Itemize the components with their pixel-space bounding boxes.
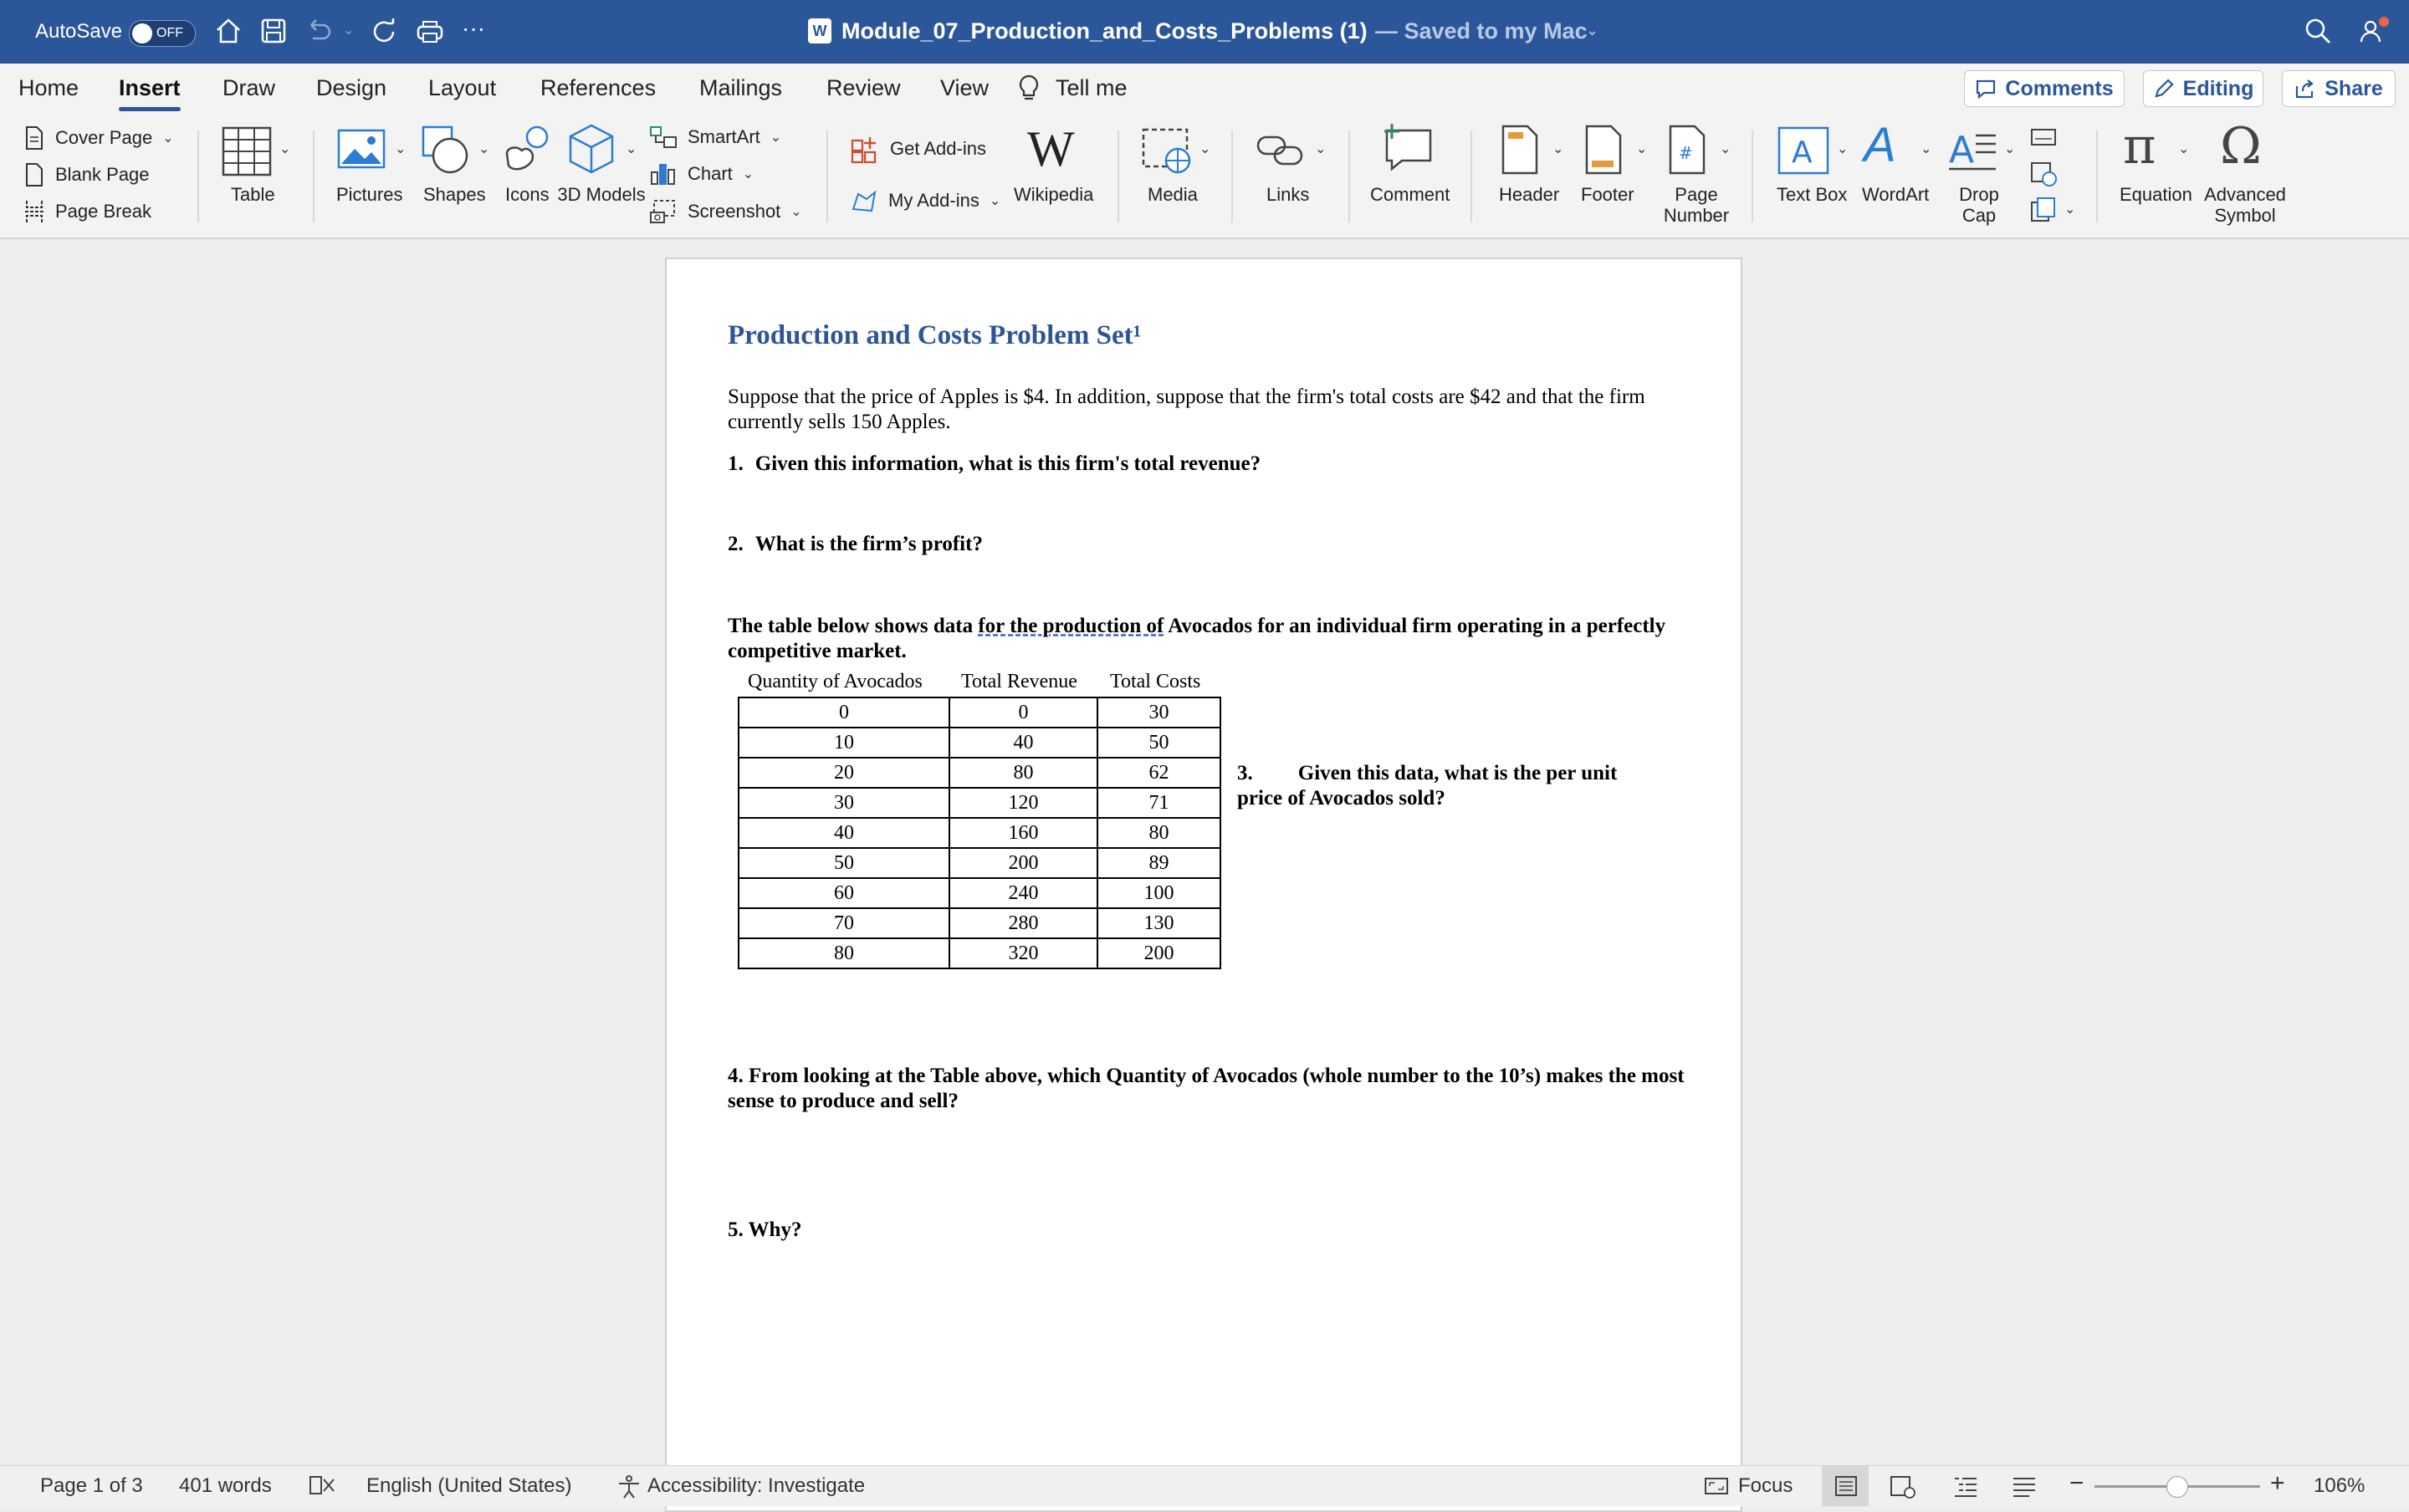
advanced-symbol-label: Advanced Symbol — [2204, 184, 2286, 226]
table-row — [739, 848, 1220, 878]
object-icon[interactable] — [2029, 196, 2058, 224]
question-3 — [1237, 761, 1655, 811]
smartart-icon — [649, 125, 678, 149]
language-status[interactable]: English (United States) — [366, 1474, 572, 1497]
table-cell[interactable]: 240 — [949, 878, 1097, 908]
question-3-number: 3. — [1237, 762, 1253, 784]
header-total-costs: Total Costs — [1110, 671, 1201, 692]
footer-label: Footer — [1581, 184, 1634, 205]
focus-icon — [1703, 1476, 1730, 1496]
my-addins-button[interactable]: My Add-ins ⌄ — [850, 187, 1000, 214]
table-cell[interactable]: 30 — [1097, 697, 1220, 728]
chart-label: Chart — [688, 163, 733, 184]
table-cell[interactable]: 0 — [949, 697, 1097, 728]
save-status[interactable]: — Saved to my Mac — [1375, 18, 1588, 43]
pencil-icon — [2153, 78, 2175, 100]
drop-cap-icon[interactable] — [1947, 125, 1997, 174]
chart-button[interactable]: Chart ⌄ — [649, 162, 754, 186]
table-cell[interactable]: 70 — [739, 908, 949, 938]
table-row — [739, 728, 1220, 758]
tab-tell-me[interactable]: Tell me — [1056, 75, 1128, 100]
table-row — [739, 878, 1220, 908]
pictures-label: Pictures — [336, 184, 403, 205]
insert-ribbon: Cover Page ⌄ Blank Page Page Break ⌄ Table ⌄ Pictures ⌄ Shapes Icons ⌄ 3D Models SmartArt ⌄ Chart ⌄ Screenshot ⌄ Get Add-ins My Add-ins ⌄ W Wikipedia ⌄ Media ⌄ Links Comment ⌄ Header ⌄ Footer # ⌄ Page Number A ⌄ Text Box A ⌄ WordArt A ⌄ Drop Cap ⌄ π ⌄ Equation Ω Advanced Symbol — [0, 114, 2409, 239]
omega-symbol-icon[interactable]: Ω — [2220, 117, 2262, 176]
outline-view-icon[interactable] — [1952, 1474, 1979, 1498]
cover-page-icon — [23, 125, 45, 151]
more-icon[interactable]: ··· — [462, 15, 485, 41]
table-cell[interactable]: 50 — [739, 848, 949, 878]
title-bar — [0, 0, 2409, 64]
save-icon[interactable] — [259, 17, 288, 45]
signature-line-icon[interactable] — [2029, 125, 2058, 149]
page-count[interactable]: Page 1 of 3 — [40, 1474, 143, 1497]
share-label: Share — [2325, 76, 2383, 100]
table-cell[interactable]: 10 — [739, 728, 949, 758]
save-status-chevron-icon[interactable]: ⌄ — [1586, 22, 1599, 38]
grammar-flag[interactable]: for the production of — [978, 615, 1164, 637]
page-break-icon — [23, 199, 45, 224]
question-4: 4. From looking at the Table above, which Quantity of Avocados (whole number to the 10’s) makes the most sense to produce and sell? — [728, 1065, 1685, 1112]
tab-review[interactable]: Review — [826, 75, 901, 100]
header-label: Header — [1499, 184, 1560, 205]
tab-design[interactable]: Design — [316, 75, 387, 100]
home-icon[interactable] — [214, 17, 243, 45]
tab-layout[interactable]: Layout — [428, 75, 497, 100]
link-icon[interactable] — [1255, 129, 1307, 172]
screenshot-icon — [649, 199, 678, 224]
table-cell[interactable]: 200 — [1097, 938, 1220, 968]
document-page[interactable] — [665, 258, 1742, 1512]
screenshot-label: Screenshot — [688, 201, 781, 222]
icons-icon[interactable] — [502, 124, 554, 176]
intro-paragraph: Suppose that the price of Apples is $4. In addition, suppose that the firm's total costs are $42 and that the firm currently sells 150 Apples. — [728, 386, 1645, 433]
editing-button[interactable] — [2143, 70, 2263, 107]
page-number-label: Page Number — [1663, 184, 1730, 226]
table-cell[interactable]: 30 — [739, 788, 949, 818]
svg-text:A: A — [1792, 135, 1813, 170]
equation-label: Equation — [2120, 184, 2192, 205]
question-1 — [728, 452, 1261, 477]
table-cell[interactable]: 50 — [1097, 728, 1220, 758]
table-cell[interactable]: 80 — [739, 938, 949, 968]
autosave-label: AutoSave — [35, 20, 123, 43]
get-addins-label: Get Add-ins — [890, 138, 986, 159]
tab-view[interactable]: View — [940, 75, 990, 100]
print-layout-icon — [1834, 1474, 1859, 1498]
print-layout-view-button[interactable] — [1822, 1466, 1869, 1506]
focus-button[interactable]: Focus — [1738, 1474, 1793, 1497]
word-doc-icon: W — [808, 18, 831, 43]
text-box-label: Text Box — [1777, 184, 1848, 205]
undo-chevron-icon[interactable]: ⌄ — [343, 23, 355, 38]
equation-icon[interactable]: π — [2123, 117, 2156, 176]
document-title: Module_07_Production_and_Costs_Problems (1) — [841, 18, 1368, 43]
table-cell[interactable]: 0 — [739, 697, 949, 728]
footer-icon[interactable] — [1584, 124, 1623, 176]
shapes-icon[interactable] — [420, 124, 472, 176]
toggle-knob — [132, 23, 152, 43]
chart-icon — [649, 162, 678, 186]
print-icon[interactable] — [415, 17, 445, 47]
smartart-label: SmartArt — [688, 126, 760, 147]
cover-page-button[interactable]: Cover Page ⌄ — [23, 125, 174, 151]
shapes-label: Shapes — [423, 184, 486, 205]
zoom-slider-thumb[interactable] — [2166, 1476, 2188, 1498]
status-bar — [0, 1465, 2409, 1506]
icons-label: Icons — [505, 184, 550, 205]
date-time-icon[interactable] — [2029, 159, 2058, 187]
tab-insert[interactable]: Insert — [119, 75, 181, 100]
table-label: Table — [231, 184, 275, 205]
pictures-icon[interactable] — [336, 125, 386, 174]
drop-cap-label: Drop Cap — [1959, 184, 1999, 226]
comment-label: Comment — [1370, 184, 1450, 205]
question-3-text: Given this data, what is the per unit price of Avocados sold? — [1237, 762, 1618, 810]
table-row — [739, 758, 1220, 788]
table-intro — [728, 614, 1698, 664]
tab-home[interactable]: Home — [18, 75, 79, 100]
table-cell[interactable]: 60 — [739, 878, 949, 908]
blank-page-button[interactable] — [23, 162, 150, 187]
blank-page-label: Blank Page — [55, 164, 150, 185]
svg-text:#: # — [1679, 143, 1693, 163]
lightbulb-icon — [1017, 74, 1041, 102]
3d-models-icon[interactable] — [565, 122, 617, 177]
page-break-button[interactable] — [23, 199, 151, 224]
new-comment-icon[interactable] — [1382, 122, 1435, 174]
question-2-number: 2. — [728, 533, 744, 555]
text-box-icon[interactable] — [1777, 125, 1830, 176]
store-addins-icon — [850, 134, 880, 164]
table-row — [739, 938, 1220, 968]
table-cell[interactable]: 62 — [1097, 758, 1220, 788]
table-cell[interactable]: 130 — [1097, 908, 1220, 938]
editing-label: Editing — [2182, 76, 2254, 100]
question-2-text: What is the firm’s profit? — [754, 533, 983, 555]
table-cell[interactable]: 160 — [949, 818, 1097, 848]
wordart-label: WordArt — [1862, 184, 1930, 205]
redo-icon[interactable] — [370, 17, 400, 47]
header-total-revenue: Total Revenue — [961, 671, 1077, 692]
wordart-icon[interactable]: A — [1864, 118, 1896, 172]
table-icon[interactable] — [221, 125, 273, 177]
table-cell[interactable]: 71 — [1097, 788, 1220, 818]
share-button[interactable] — [2282, 70, 2396, 107]
page-number-icon[interactable] — [1668, 124, 1706, 176]
word-count[interactable]: 401 words — [179, 1474, 272, 1497]
my-addins-icon — [850, 187, 878, 214]
autosave-toggle[interactable] — [129, 20, 196, 47]
get-addins-button[interactable] — [850, 134, 986, 164]
account-icon[interactable] — [2359, 15, 2392, 47]
question-2 — [728, 532, 983, 557]
media-icon[interactable] — [1141, 127, 1193, 176]
my-addins-label: My Add-ins — [888, 190, 979, 211]
page-break-label: Page Break — [55, 201, 151, 222]
table-cell[interactable]: 40 — [739, 818, 949, 848]
table-row — [739, 788, 1220, 818]
table-row — [739, 908, 1220, 938]
table-cell[interactable]: 320 — [949, 938, 1097, 968]
cover-page-label: Cover Page — [55, 127, 153, 148]
table-row — [739, 818, 1220, 848]
zoom-in-button[interactable]: + — [2270, 1469, 2285, 1497]
search-icon[interactable] — [2304, 17, 2332, 45]
table-cell[interactable]: 80 — [1097, 818, 1220, 848]
header-quantity: Quantity of Avocados — [748, 671, 923, 692]
zoom-level[interactable]: 106% — [2314, 1474, 2366, 1497]
accessibility-status[interactable]: Accessibility: Investigate — [647, 1474, 866, 1497]
table-cell[interactable]: 200 — [949, 848, 1097, 878]
3d-models-label: 3D Models — [557, 184, 646, 205]
blank-page-icon — [23, 162, 45, 187]
table-cell[interactable]: 89 — [1097, 848, 1220, 878]
links-label: Links — [1266, 184, 1310, 205]
question-1-text: Given this information, what is this firm's total revenue? — [754, 452, 1261, 475]
smartart-button[interactable]: SmartArt ⌄ — [649, 125, 781, 149]
undo-icon[interactable] — [304, 17, 333, 45]
svg-text:A: A — [1949, 129, 1975, 171]
tab-references[interactable]: References — [540, 75, 657, 100]
zoom-out-button[interactable]: − — [2069, 1469, 2084, 1497]
media-label: Media — [1148, 184, 1198, 205]
table-cell[interactable]: 120 — [949, 788, 1097, 818]
table-cell[interactable]: 280 — [949, 908, 1097, 938]
question-1-number: 1. — [728, 452, 744, 475]
table-cell[interactable]: 40 — [949, 728, 1097, 758]
header-icon[interactable] — [1501, 124, 1539, 176]
question-5: 5. Why? — [728, 1218, 802, 1241]
comment-bubble-icon — [1975, 79, 1997, 99]
web-layout-icon[interactable] — [1889, 1474, 1917, 1499]
table-cell[interactable]: 80 — [949, 758, 1097, 788]
wikipedia-icon[interactable]: W — [1027, 121, 1075, 176]
accessibility-icon — [616, 1474, 642, 1499]
table-cell[interactable]: 100 — [1097, 878, 1220, 908]
table-intro-end: Avocados for an individual firm operating in a perfectly competitive market. — [728, 615, 1666, 662]
table-intro-start: The table below shows data — [728, 615, 979, 637]
screenshot-button[interactable]: Screenshot ⌄ — [649, 199, 802, 224]
avocado-data-table — [738, 697, 1221, 969]
tab-mailings[interactable]: Mailings — [699, 75, 783, 100]
wikipedia-label: Wikipedia — [1014, 184, 1094, 205]
comments-button[interactable] — [1964, 70, 2125, 107]
autosave-state: OFF — [156, 26, 183, 40]
proofing-icon[interactable] — [308, 1474, 336, 1498]
draft-view-icon[interactable] — [2011, 1474, 2038, 1498]
table-cell[interactable]: 20 — [739, 758, 949, 788]
share-icon — [2294, 78, 2316, 100]
tab-draw[interactable]: Draw — [222, 75, 276, 100]
comments-label: Comments — [2005, 76, 2114, 100]
document-title-heading: Production and Costs Problem Set¹ — [728, 320, 1142, 350]
table-row — [739, 697, 1220, 728]
